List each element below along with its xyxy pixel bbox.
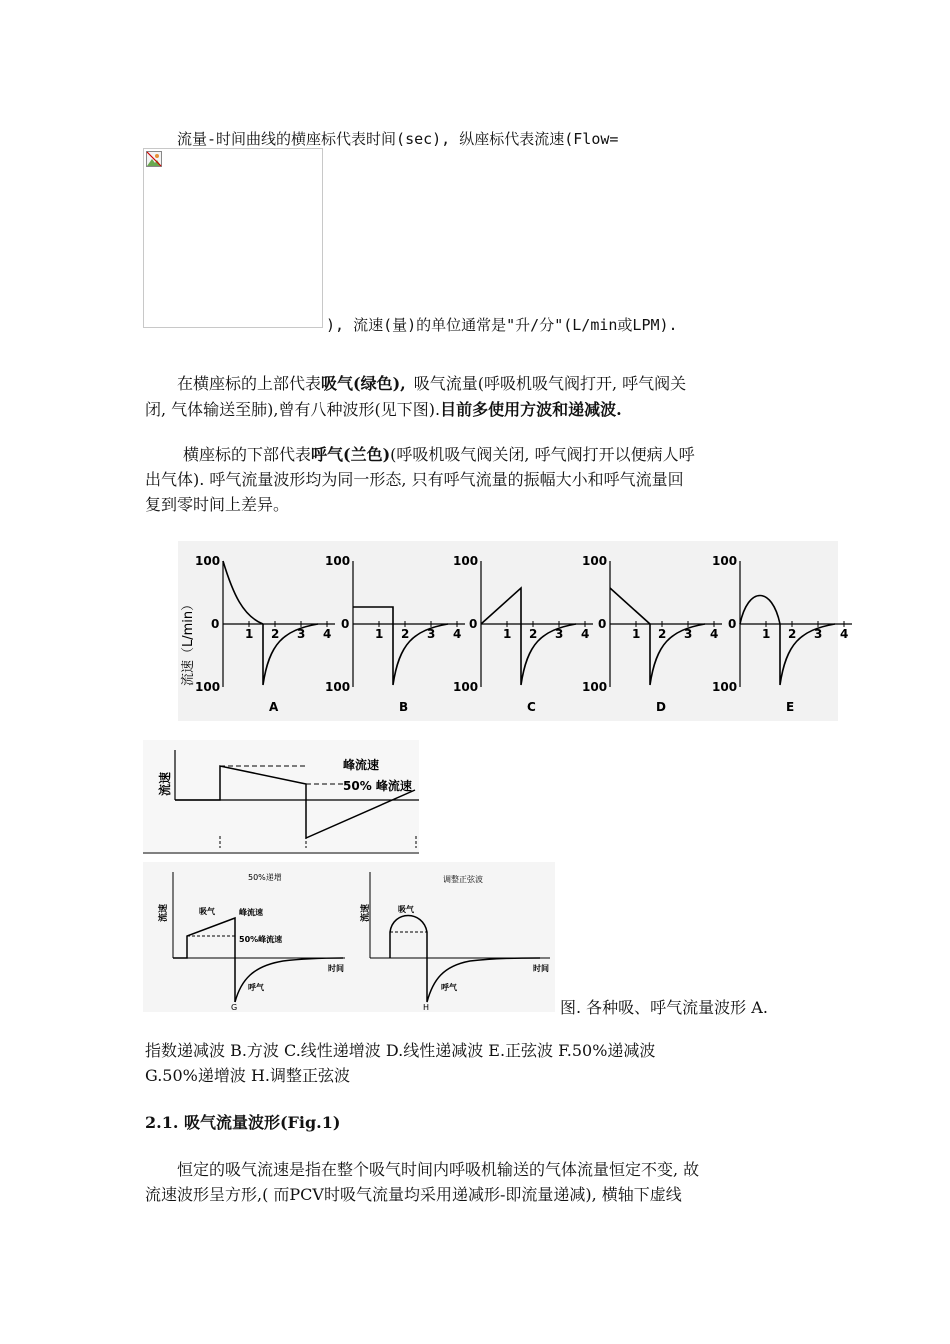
figure-g-xlabel: 时间 — [328, 964, 344, 973]
xtick-label: 3 — [297, 627, 306, 641]
ytick-top: 100 — [325, 554, 351, 568]
para2-text-c: 吸气流量(呼吸机吸气阀打开, 呼气阀关 — [413, 374, 687, 393]
para2-bold-current: 目前多使用方波和递减波. — [440, 400, 622, 419]
ytick-bottom: 100 — [195, 680, 221, 694]
figure-f-ylabel: 流速 — [158, 771, 172, 796]
figure-ylabel: 流速（L/min） — [181, 597, 196, 686]
xtick-label: 2 — [529, 627, 538, 641]
para2-text-d: 闭, 气体输送至肺),曾有八种波形(见下图). — [145, 400, 441, 419]
xtick-label: 3 — [555, 627, 564, 641]
para2-line2 — [145, 399, 622, 421]
figure-h-inhale: 吸气 — [398, 905, 414, 914]
para3-line2: 出气体). 呼气流量波形均为同一形态, 只有呼气流量的振幅大小和呼气流量回 — [145, 470, 684, 489]
para2-bold-inhale: 吸气(绿色), — [321, 374, 406, 393]
xtick-label: 4 — [710, 627, 719, 641]
xtick-label: 1 — [762, 627, 771, 641]
figure-g-exhale: 呼气 — [248, 983, 264, 992]
ytick-bottom: 100 — [712, 680, 738, 694]
figure-h-ylabel: 流速 — [361, 903, 371, 922]
waveform-figure-h — [345, 862, 555, 1012]
figure-g-letter: G — [231, 1003, 238, 1012]
ytick-top: 100 — [453, 554, 479, 568]
ytick-zero: 0 — [598, 617, 607, 631]
ytick-zero: 0 — [211, 617, 220, 631]
figure-g-ylabel: 流速 — [159, 903, 169, 922]
xtick-label: 4 — [581, 627, 590, 641]
xtick-label: 4 — [323, 627, 332, 641]
section-line1: 恒定的吸气流速是指在整个吸气时间内呼吸机输送的气体流量恒定不变, 故 — [177, 1160, 700, 1179]
ytick-zero: 0 — [728, 617, 737, 631]
figure-h-exhale: 呼气 — [441, 983, 457, 992]
figure-h-letter: H — [423, 1003, 430, 1012]
xtick-label: 1 — [375, 627, 384, 641]
xtick-label: 2 — [271, 627, 280, 641]
xtick-label: 2 — [658, 627, 667, 641]
panel-label: C — [527, 700, 536, 714]
xtick-label: 1 — [632, 627, 641, 641]
ytick-bottom: 100 — [325, 680, 351, 694]
para1-line1: 流量-时间曲线的横座标代表时间(sec), 纵座标代表流速(Flow= — [177, 130, 619, 148]
figure-h-xlabel: 时间 — [533, 964, 549, 973]
para2-line1 — [177, 373, 686, 395]
figure-g-half: 50%峰流速 — [239, 935, 283, 944]
waveform-figure-a-to-e — [178, 541, 849, 721]
broken-image-icon — [146, 151, 162, 167]
xtick-label: 4 — [453, 627, 462, 641]
para3-text-a: 横座标的下部代表 — [183, 445, 312, 464]
panel-label: D — [656, 700, 666, 714]
xtick-label: 2 — [401, 627, 410, 641]
caption-line3: G.50%递增波 H.调整正弦波 — [145, 1066, 350, 1085]
figure-g-peak: 峰流速 — [239, 908, 263, 917]
ytick-top: 100 — [195, 554, 221, 568]
para3-line1 — [183, 444, 695, 466]
ytick-bottom: 100 — [582, 680, 608, 694]
xtick-label: 4 — [840, 627, 849, 641]
panel-label: E — [786, 700, 795, 714]
xtick-label: 3 — [814, 627, 823, 641]
figure-g-inhale: 吸气 — [199, 907, 215, 916]
figure-h-title: 调整正弦波 — [443, 875, 483, 884]
xtick-label: 2 — [788, 627, 797, 641]
panel-label: A — [269, 700, 279, 714]
caption-line1: 图. 各种吸、呼气流量波形 A. — [560, 998, 768, 1017]
para1-line2: ), 流速(量)的单位通常是"升/分"(L/min或LPM). — [326, 316, 678, 334]
caption-line2: 指数递减波 B.方波 C.线性递增波 D.线性递减波 E.正弦波 F.50%递减波 — [145, 1041, 656, 1060]
xtick-label: 3 — [684, 627, 693, 641]
ytick-bottom: 100 — [453, 680, 479, 694]
para3-text-c: (呼吸机吸气阀关闭, 呼气阀打开以便病人呼 — [390, 445, 695, 464]
waveform-figure-g — [143, 862, 358, 1012]
ytick-top: 100 — [712, 554, 738, 568]
para3-bold-exhale: 呼气(兰色) — [311, 445, 391, 464]
figure-f-half-label: 50% 峰流速 — [343, 779, 412, 793]
xtick-label: 1 — [245, 627, 254, 641]
section-heading: 2.1. 吸气流量波形(Fig.1) — [145, 1113, 341, 1132]
xtick-label: 3 — [427, 627, 436, 641]
broken-formula-image — [143, 148, 323, 328]
ytick-top: 100 — [582, 554, 608, 568]
ytick-zero: 0 — [341, 617, 350, 631]
panel-label: B — [399, 700, 409, 714]
para3-line3: 复到零时间上差异。 — [145, 495, 290, 514]
ytick-zero: 0 — [469, 617, 478, 631]
xtick-label: 1 — [503, 627, 512, 641]
section-line2: 流速波形呈方形,( 而PCV时吸气流量均采用递减形-即流量递减), 横轴下虚线 — [145, 1185, 682, 1204]
para2-text-a: 在横座标的上部代表 — [177, 374, 322, 393]
waveform-figure-f — [143, 740, 419, 854]
figure-f-peak-label: 峰流速 — [343, 758, 380, 772]
figure-g-title: 50%递增 — [248, 873, 282, 882]
